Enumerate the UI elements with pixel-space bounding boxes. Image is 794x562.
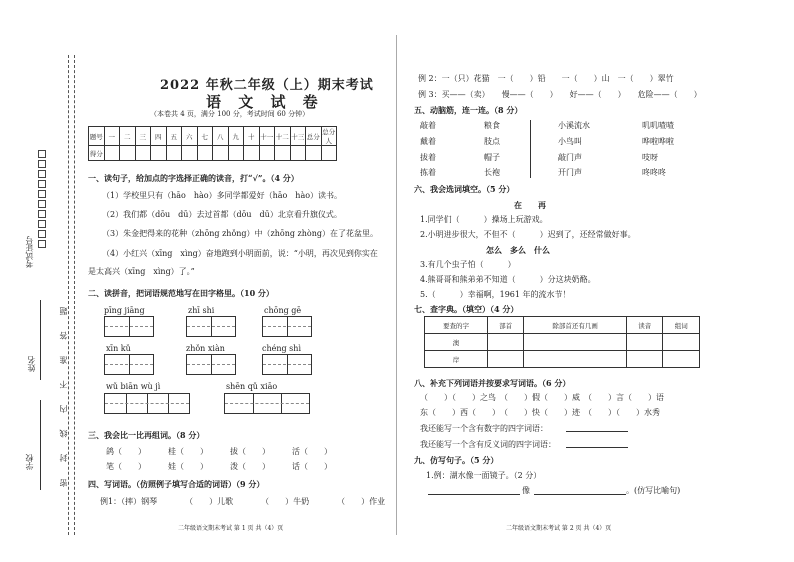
answer-line[interactable] [428, 494, 520, 495]
compare-item: 活（ ） [292, 447, 332, 456]
seal-text: 密 封 线 内 不 准 答 题 [59, 300, 68, 487]
score-header-cell: 九 [228, 127, 244, 146]
score-cell[interactable] [290, 146, 306, 161]
tianzige-grid[interactable] [186, 354, 236, 375]
dictionary-cell[interactable] [626, 334, 663, 351]
match-item[interactable]: 吱呀 [642, 153, 658, 162]
section-2-heading: 二、读拼音，把词语规范地写在田字格里。（10 分） [88, 288, 274, 298]
match-item[interactable]: 粮食 [484, 121, 500, 130]
fill-line: 1.同学们（ ）操场上玩游戏。 [420, 215, 548, 224]
score-cell[interactable] [120, 146, 136, 161]
score-cell[interactable] [321, 146, 337, 161]
exam-no-boxes[interactable] [38, 150, 48, 260]
score-header-cell: 题号 [89, 127, 105, 146]
match-item[interactable]: 小鸟叫 [558, 137, 582, 146]
exam-title: 2022 年秋二年级（上）期末考试 [160, 78, 374, 93]
page-divider [396, 35, 397, 535]
score-cell[interactable] [182, 146, 198, 161]
score-cell[interactable] [244, 146, 260, 161]
fill-line: 3.有几个虫子怕（ ） [420, 260, 516, 269]
match-item[interactable]: 小溪流水 [558, 121, 590, 130]
rewrite-mid: 像 [522, 486, 530, 495]
dictionary-char: 岸 [425, 351, 488, 368]
write-prompt: 我还能写一个含有数字的四字词语： [420, 424, 548, 433]
dictionary-cell[interactable] [487, 351, 524, 368]
school-label: 学校 [25, 454, 34, 470]
idiom-row: 东（ ）西（ ） （ ）快（ ）迹 （ ）（ ）水秀 [420, 408, 660, 417]
score-cell[interactable] [306, 146, 322, 161]
score-header-cell: 七 [197, 127, 213, 146]
dictionary-cell[interactable] [524, 351, 626, 368]
dictionary-char: 澳 [425, 334, 488, 351]
score-header-cell: 十一 [259, 127, 275, 146]
tianzige-grid[interactable] [186, 316, 236, 337]
dictionary-cell[interactable] [663, 351, 700, 368]
school-field[interactable] [40, 400, 41, 490]
section-1-line: （2）我们都（dōu dū）去过首都（dōu dū）北京看升旗仪式。 [102, 210, 342, 219]
match-item[interactable]: 哗啦哗啦 [642, 137, 674, 146]
dictionary-table [424, 316, 700, 368]
score-header-cell: 总分 [306, 127, 322, 146]
compare-item: 话（ ） [292, 462, 332, 471]
dictionary-header [425, 317, 700, 334]
score-cell[interactable] [213, 146, 229, 161]
name-field[interactable] [40, 300, 41, 380]
match-item[interactable]: 咚咚咚 [642, 168, 666, 177]
answer-line[interactable] [534, 494, 626, 495]
match-item[interactable]: 叽叽喳喳 [642, 121, 674, 130]
answer-line[interactable] [566, 447, 628, 448]
write-prompt: 我还能写一个含有反义词的四字词语： [420, 440, 556, 449]
section-7-heading: 七、查字典。（填空）（4 分） [414, 304, 519, 314]
section-1-line: （3）朱金把得来的花种（zhōng zhǒng）中（zhōng zhòng）在了花盆里。 [102, 229, 379, 238]
pinyin-label: zhǒn xiàn [186, 344, 225, 353]
section-4-example-3: 例 3：买——（卖） 慢——（ ） 好——（ ） 危险——（ ） [418, 90, 702, 99]
score-cell[interactable] [104, 146, 120, 161]
match-item[interactable]: 戴着 [420, 137, 436, 146]
match-item[interactable]: 拣着 [420, 168, 436, 177]
idiom-row: （ ）（ ）之鸟 （ ）假（ ）威 （ ）言（ ）语 [420, 393, 664, 402]
score-header-cell: 十 [244, 127, 260, 146]
pinyin-label: chéng shì [262, 344, 301, 353]
score-header-cell: 十三 [290, 127, 306, 146]
match-item[interactable]: 拔着 [420, 153, 436, 162]
score-header-cell: 三 [135, 127, 151, 146]
compare-item: 娃（ ） [168, 462, 208, 471]
score-row-label: 得分 [89, 146, 105, 161]
score-header-cell: 四 [151, 127, 167, 146]
dictionary-header-cell: 组词 [663, 317, 700, 334]
dictionary-header-cell: 要查的字 [425, 317, 488, 334]
score-table [88, 126, 337, 161]
tianzige-grid[interactable] [104, 393, 190, 414]
section-1-line: 是太高兴（xīng xìng）了。” [88, 267, 195, 276]
pinyin-label: chōng gē [264, 306, 302, 315]
pinyin-label: zhī shi [188, 306, 215, 315]
dictionary-cell[interactable] [487, 334, 524, 351]
section-8-heading: 八、补充下列词语并按要求写词语。（6 分） [414, 378, 571, 388]
score-header-cell: 总分人 [322, 128, 336, 145]
rewrite-example: 1.例：湖水像一面镜子。（2 分） [426, 471, 542, 480]
page-footer-left: 二年级语文期末考试 第 1 页 共（4）页 [178, 525, 284, 532]
compare-item: 泼（ ） [230, 462, 270, 471]
pinyin-label: shēn qǔ xiāo [226, 382, 278, 391]
compare-item: 桂（ ） [168, 447, 208, 456]
score-cell[interactable] [135, 146, 151, 161]
tianzige-grid[interactable] [262, 354, 312, 375]
pinyin-label: xīn kǔ [106, 344, 131, 353]
seal-line-inner [74, 55, 75, 535]
dictionary-row [425, 334, 700, 351]
answer-line[interactable] [566, 431, 628, 432]
section-1-line: （4）小红兴（xīng xìng）奋地跑到小明面前，说：“小明，再次见到你实在 [102, 249, 378, 258]
dictionary-cell[interactable] [626, 351, 663, 368]
score-table-header [89, 127, 337, 146]
dictionary-cell[interactable] [524, 334, 626, 351]
fill-line: 4.熊哥哥和熊弟弟不知道（ ）分这块奶酪。 [420, 275, 596, 284]
score-cell[interactable] [151, 146, 167, 161]
word-choices: 怎么 多么 什么 [486, 245, 550, 255]
score-header-cell: 八 [213, 127, 229, 146]
section-3-heading: 三、我会比一比再组词。（8 分） [88, 430, 205, 440]
section-4-heading: 四、写词语。（仿照例子填写合适的词语）（9 分） [88, 479, 265, 489]
match-item[interactable]: 开门声 [558, 168, 582, 177]
score-cell[interactable] [275, 146, 291, 161]
dictionary-header-cell: 读音 [626, 317, 663, 334]
binding-margin [0, 0, 78, 562]
tianzige-grid[interactable] [104, 354, 154, 375]
section-5-heading: 五、动脑筋，连一连。（8 分） [414, 105, 523, 115]
fill-line: 5.（ ）幸福啊，1961 年的流水节！ [420, 290, 571, 299]
score-header-cell: 十二 [275, 127, 291, 146]
compare-item: 笔（ ） [106, 462, 146, 471]
match-item[interactable]: 肢点 [484, 137, 500, 146]
exam-subtitle: 语 文 试 卷 [206, 93, 324, 111]
score-cell[interactable] [166, 146, 182, 161]
compare-item: 拔（ ） [230, 447, 270, 456]
tianzige-grid[interactable] [104, 316, 154, 337]
dictionary-cell[interactable] [663, 334, 700, 351]
tianzige-grid[interactable] [262, 316, 312, 337]
exam-note: （本卷共 4 页，满分 100 分，考试时间 60 分钟） [150, 110, 310, 118]
section-4-example: 例1：（摔）钢琴 （ ）儿歌 （ ）牛奶 （ ）作业 [100, 497, 386, 506]
page-footer-right: 二年级语文期末考试 第 2 页 共（4）页 [506, 525, 612, 532]
section-4-example-2: 例 2：一（只）花猫 一（ ）铅 一（ ）山 一（ ）翠竹 [418, 74, 674, 83]
score-cell[interactable] [228, 146, 244, 161]
dictionary-row [425, 351, 700, 368]
name-label: 姓名 [27, 356, 36, 372]
score-header-cell: 六 [182, 127, 198, 146]
tianzige-grid[interactable] [224, 393, 310, 414]
score-header-cell: 二 [120, 127, 136, 146]
score-header-cell: 一 [104, 127, 120, 146]
score-table-row [89, 146, 337, 161]
match-divider [530, 120, 531, 178]
score-header-cell: 五 [166, 127, 182, 146]
section-6-heading: 六、我会选词填空。（5 分） [414, 184, 515, 194]
exam-no-label: 考试证号 [25, 236, 34, 268]
dictionary-header-cell: 部首 [487, 317, 524, 334]
match-item[interactable]: 长袍 [484, 168, 500, 177]
dictionary-header-cell: 除部首还有几画 [524, 317, 626, 334]
score-cell[interactable] [259, 146, 275, 161]
pinyin-label: wǔ biān wù jì [106, 382, 161, 391]
match-item[interactable]: 帽子 [484, 153, 500, 162]
section-1-heading: 一、读句子，给加点的字选择正确的读音，打“√”。（4 分） [88, 173, 299, 183]
fill-line: 2.小明进步很大，不但不（ ）迟到了，还经常做好事。 [420, 230, 636, 239]
section-1-line: （1）学校里只有（hāo hào）多同学都爱好（hāo hào）读书。 [102, 191, 343, 200]
score-cell[interactable] [197, 146, 213, 161]
match-item[interactable]: 敲门声 [558, 153, 582, 162]
section-9-heading: 九、仿写句子。（5 分） [414, 455, 499, 465]
rewrite-end: 。(仿写比喻句) [626, 486, 681, 495]
pinyin-label: pīng jiāng [104, 306, 145, 315]
word-choices: 在 再 [514, 200, 546, 210]
match-item[interactable]: 敲着 [420, 121, 436, 130]
compare-item: 鸽（ ） [106, 447, 146, 456]
